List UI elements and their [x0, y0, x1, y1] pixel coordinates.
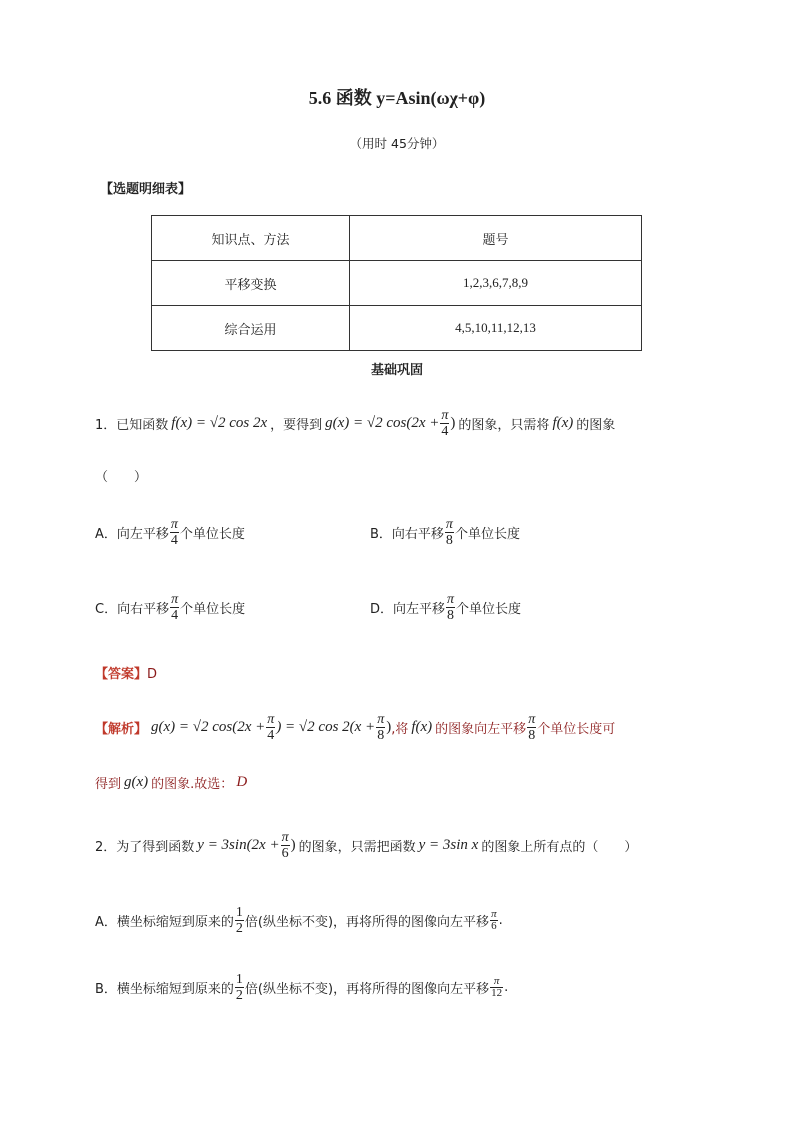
- q2-expr: y = 3sin x: [418, 837, 479, 853]
- q2-text: 的图象上所有点的（ ）: [481, 840, 638, 855]
- option-text: 倍(纵坐标不变)，再将所得的图像向左平移: [244, 982, 490, 997]
- option-suffix: 个单位长度: [179, 527, 245, 542]
- option-label: D．向左平移: [370, 602, 446, 617]
- answer-label: 【答案】: [95, 667, 148, 682]
- option-label: A．向左平移: [95, 527, 169, 542]
- q1-text: ，要得到: [270, 418, 323, 433]
- option-fraction: $\frac{\pi}{8}$: [445, 517, 453, 548]
- option-fraction: $\frac{\pi}{6}$: [491, 908, 497, 932]
- option-fraction: $\frac{\pi}{4}$: [170, 517, 178, 548]
- option-fraction: $\frac{\pi}{8}$: [447, 592, 455, 623]
- q1-fraction: $\frac{\pi}{4}$: [441, 408, 449, 439]
- analysis-text: 的图象.故选：: [151, 777, 234, 792]
- page-title: 5.6 函数 y=Asin(ωχ+φ): [308, 88, 486, 108]
- analysis-g: g(x): [124, 774, 149, 790]
- section-label: 【选题明细表】: [100, 182, 192, 197]
- q1-option-a[interactable]: [95, 517, 245, 548]
- analysis-choice: D: [236, 774, 248, 790]
- analysis-label: 【解析】: [95, 722, 148, 737]
- q2-paren: ): [290, 837, 296, 853]
- table-header: 知识点、方法: [152, 216, 350, 261]
- question-1-stem: [95, 408, 615, 439]
- table-cell: 平移变换: [152, 261, 350, 306]
- analysis-f: f(x): [411, 719, 433, 735]
- basic-heading: 基础巩固: [370, 363, 423, 378]
- option-label: B．向右平移: [370, 527, 444, 542]
- table-cell: 综合运用: [152, 306, 350, 351]
- q1-analysis-line2: [95, 773, 247, 792]
- q2-option-b[interactable]: [95, 972, 508, 1003]
- option-fraction: $\frac{\pi}{4}$: [171, 592, 179, 623]
- analysis-text: 得到: [95, 777, 122, 792]
- q1-text: 的图象，只需将: [458, 418, 550, 433]
- analysis-fraction: $\frac{\pi}{4}$: [267, 712, 275, 743]
- option-label: C．向右平移: [95, 602, 170, 617]
- analysis-fraction: $\frac{\pi}{8}$: [377, 712, 385, 743]
- analysis-expr: g(x) = √2 cos(2x +: [151, 719, 266, 735]
- option-fraction: $\frac{\pi}{12}$: [491, 975, 503, 999]
- q1-option-d[interactable]: [370, 592, 521, 623]
- q1-text: 的图象: [576, 418, 616, 433]
- q2-expr: y = 3sin(2x +: [197, 837, 280, 853]
- q1-option-c[interactable]: [95, 592, 245, 623]
- q1-answer: [95, 663, 157, 682]
- q1-option-b[interactable]: [370, 517, 520, 548]
- question-2-stem: [95, 830, 637, 861]
- q1-paren: ): [450, 415, 456, 431]
- q2-option-a[interactable]: [95, 905, 503, 936]
- table-header-row: [152, 216, 642, 261]
- q2-number: 2．为了得到函数: [95, 840, 195, 855]
- answer-value: D: [147, 667, 158, 682]
- analysis-paren: ): [386, 719, 392, 735]
- analysis-fraction: $\frac{\pi}{8}$: [528, 712, 536, 743]
- table-row: [152, 261, 642, 306]
- option-text: 倍(纵坐标不变)，再将所得的图像向左平移: [244, 915, 490, 930]
- option-suffix: 个单位长度: [454, 527, 520, 542]
- option-end: .: [498, 913, 503, 928]
- q2-fraction: $\frac{\pi}{6}$: [281, 830, 289, 861]
- time-limit: （用时 45分钟）: [349, 136, 445, 151]
- option-label: A．横坐标缩短到原来的: [95, 915, 234, 930]
- q2-text: 的图象，只需把函数: [298, 840, 416, 855]
- analysis-text: 的图象向左平移: [435, 722, 527, 737]
- table-row: [152, 306, 642, 351]
- topic-table: [151, 215, 642, 351]
- q1-number: 1．已知函数: [95, 418, 169, 433]
- analysis-text: 个单位长度可: [537, 722, 616, 737]
- analysis-expr: ) = √2 cos 2(x +: [276, 719, 376, 735]
- option-fraction: $\frac{1}{2}$: [235, 972, 243, 1003]
- table-header: 题号: [350, 216, 642, 261]
- analysis-text: ,将: [391, 722, 409, 737]
- option-fraction: $\frac{1}{2}$: [235, 905, 243, 936]
- table-cell: 1,2,3,6,7,8,9: [350, 261, 642, 306]
- q1-g-expr: g(x) = √2 cos(2x +: [325, 415, 440, 431]
- q1-analysis: [95, 712, 615, 743]
- q1-blank: （ ）: [95, 470, 148, 485]
- q1-f-expr: f(x) = √2 cos 2x: [171, 415, 268, 431]
- option-end: .: [504, 980, 509, 995]
- option-label: B．横坐标缩短到原来的: [95, 982, 234, 997]
- option-suffix: 个单位长度: [180, 602, 246, 617]
- option-suffix: 个单位长度: [456, 602, 522, 617]
- table-cell: 4,5,10,11,12,13: [350, 306, 642, 351]
- q1-f-ref: f(x): [552, 415, 574, 431]
